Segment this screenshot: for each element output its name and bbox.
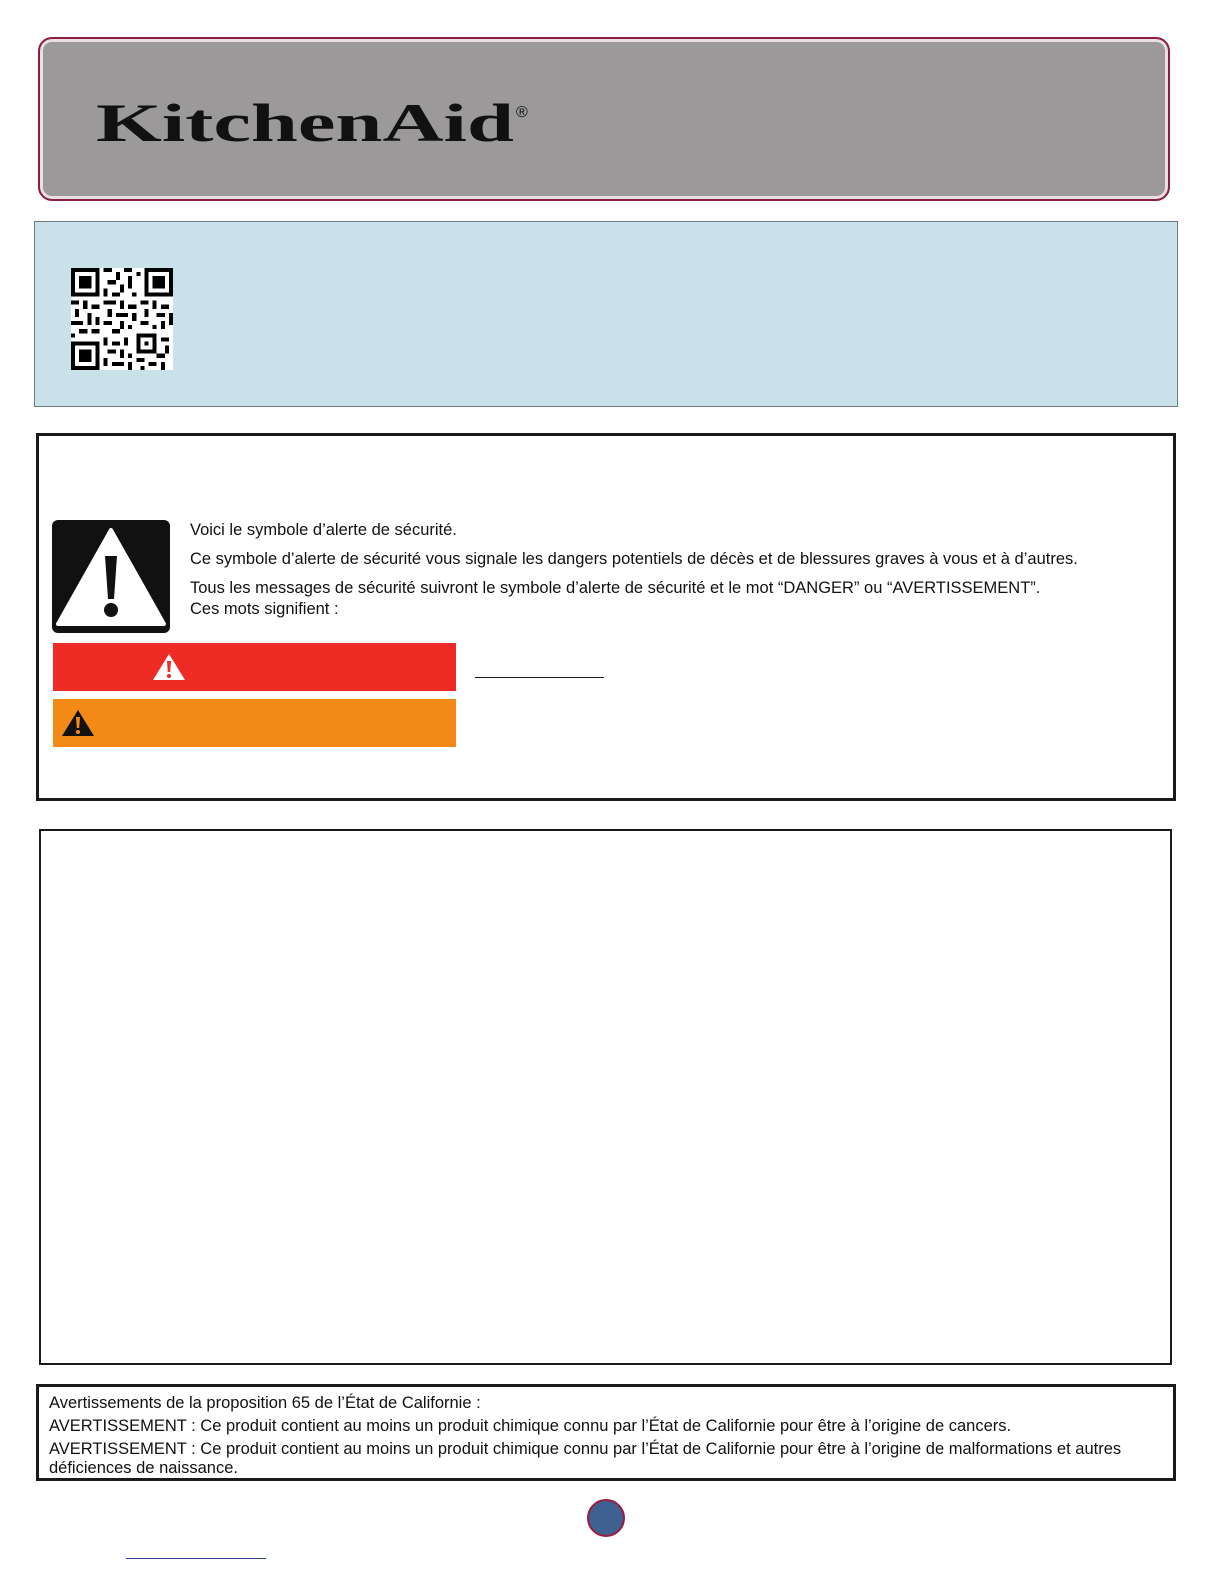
- prop65-warning-1: AVERTISSEMENT : Ce produit contient au moins un produit chimique connu par l’État de Californie pour être à l’origine de cancers.: [49, 1417, 1012, 1435]
- qr-panel: [34, 221, 1178, 407]
- warning-triangle-icon: [61, 709, 95, 737]
- prop65-title: Avertissements de la proposition 65 de l’État de Californie :: [49, 1394, 481, 1412]
- safety-text: [190, 520, 1150, 620]
- logo-wordmark: KitchenAid: [96, 97, 514, 147]
- footer-link-line: [126, 1558, 266, 1559]
- safety-line-4: Ces mots signifient :: [190, 600, 339, 618]
- prop65-warning-2: AVERTISSEMENT : Ce produit contient au moins un produit chimique connu par l’État de Californie pour être à l’origine de malformations et autres déficiences de naissance.: [49, 1440, 1122, 1477]
- safety-line-1: Voici le symbole d’alerte de sécurité.: [190, 521, 457, 539]
- safety-section: [36, 433, 1176, 801]
- registered-mark: ®: [516, 104, 528, 121]
- brand-header: [38, 37, 1170, 201]
- warning-bar: [53, 699, 456, 747]
- page-marker: [587, 1499, 625, 1537]
- kitchenaid-logo: [96, 97, 536, 147]
- prop65-warnings: [36, 1384, 1176, 1481]
- qr-code-icon[interactable]: [71, 268, 173, 370]
- divider-line: [475, 677, 604, 678]
- safety-line-2: Ce symbole d’alerte de sécurité vous signale les dangers potentiels de décès et de blessures graves à vous et à d’autres.: [190, 550, 1078, 568]
- warning-triangle-icon: [52, 520, 170, 633]
- warning-triangle-icon: [152, 653, 186, 681]
- content-box: [39, 829, 1172, 1365]
- danger-bar: [53, 643, 456, 691]
- safety-line-3: Tous les messages de sécurité suivront le symbole d’alerte de sécurité et le mot “DANGER” ou “AVERTISSEMENT”.: [190, 579, 1041, 597]
